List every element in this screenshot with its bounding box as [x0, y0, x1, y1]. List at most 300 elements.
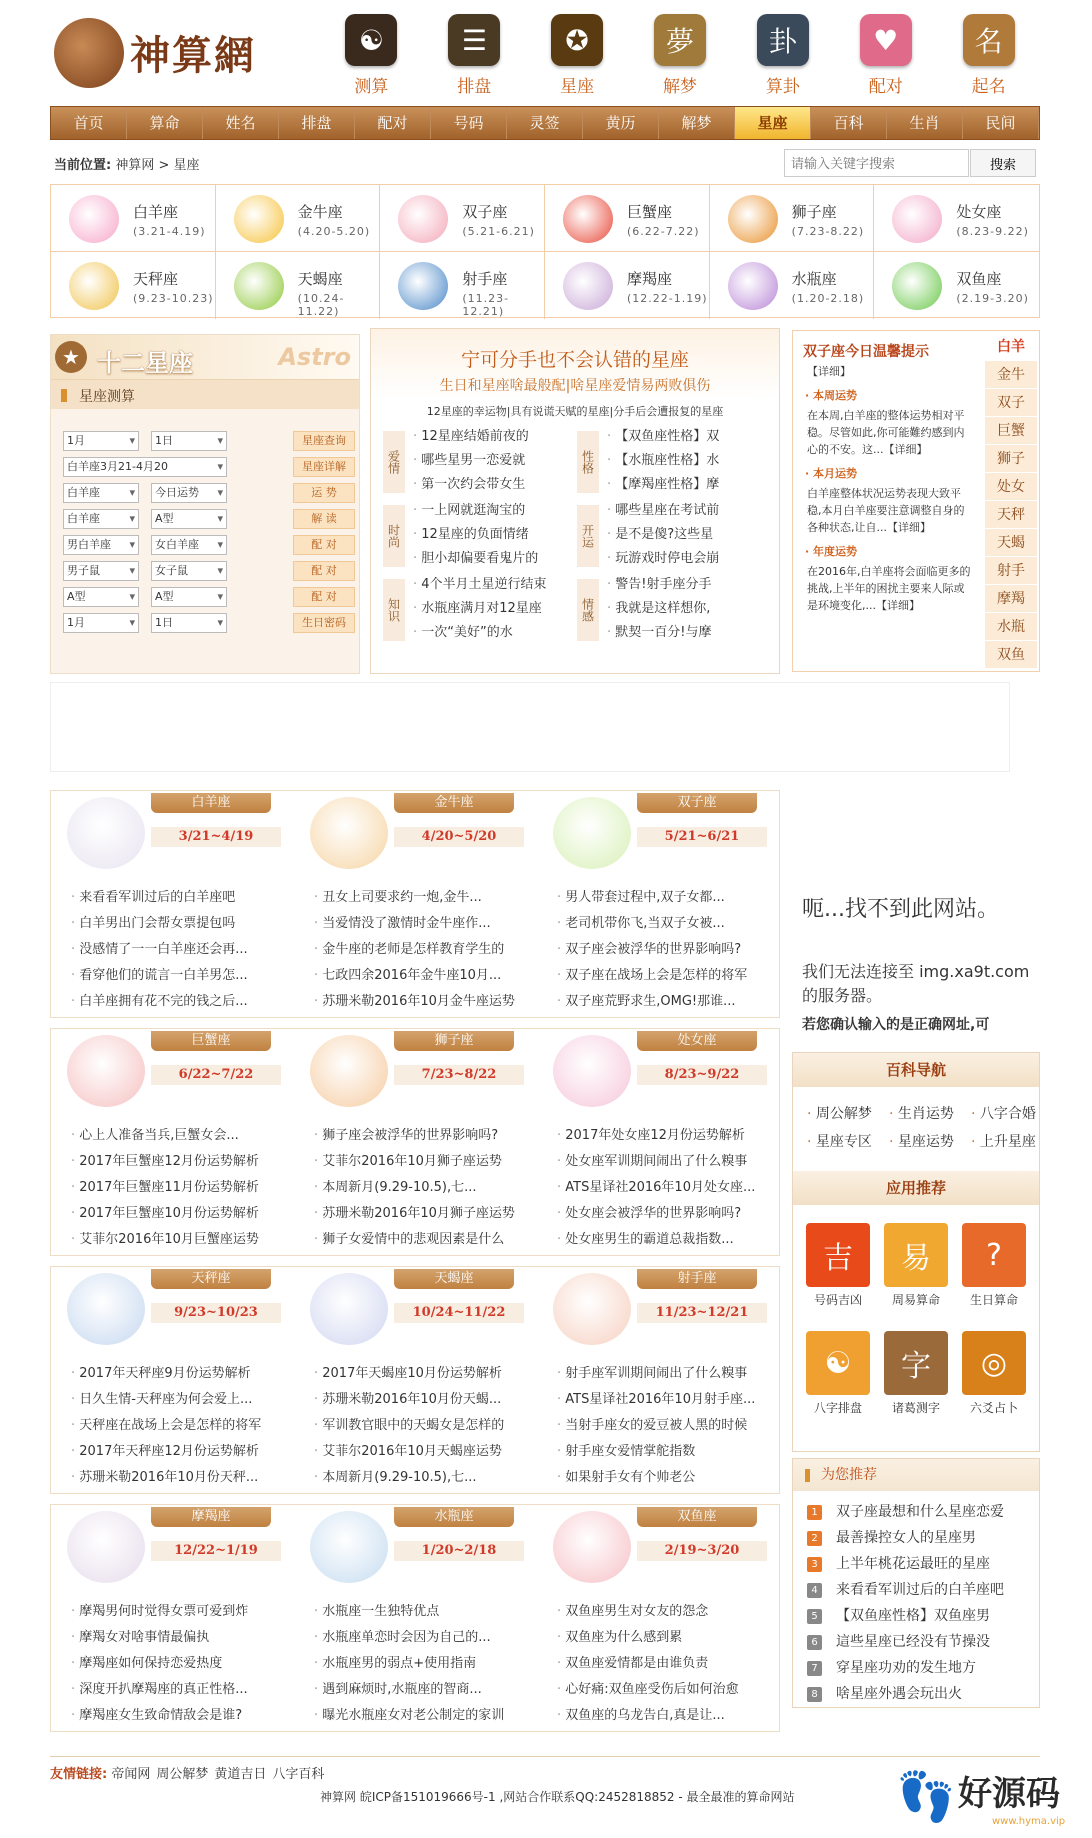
article-link[interactable]: · 哪些星座在考试前	[607, 499, 757, 518]
zodiac-icon	[234, 195, 284, 243]
article-link[interactable]: · 摩羯男何时觉得女票可爱到炸	[71, 1599, 286, 1625]
zodiac-cell[interactable]	[51, 185, 216, 252]
app-item[interactable]	[803, 1331, 873, 1416]
article-link[interactable]: · 摩羯女对啥事情最偏执	[71, 1625, 286, 1651]
ad-placeholder	[50, 682, 1010, 772]
article-link[interactable]: · 来看看军训过后的白羊座吧	[71, 885, 286, 911]
rank-badge: 5	[807, 1609, 822, 1624]
article-link[interactable]: · 胆小却偏要看鬼片的	[413, 547, 563, 566]
recommend-link[interactable]: 【双鱼座性格】双鱼座男	[836, 1608, 990, 1624]
article-block	[381, 499, 771, 573]
article-link[interactable]: · 狮子座会被浮华的世界影响吗?	[314, 1123, 529, 1149]
zodiac-grid	[50, 184, 1040, 318]
zodiac-date-range: 2/19~3/20	[637, 1541, 767, 1561]
article-link[interactable]: · 2017年巨蟹座10月份运势解析	[71, 1201, 286, 1227]
zodiac-character-icon	[67, 1273, 145, 1345]
article-link[interactable]: · 艾菲尔2016年10月巨蟹座运势	[71, 1227, 286, 1253]
calc-row	[63, 535, 353, 555]
article-link[interactable]: · 处女座军训期间闹出了什么糗事	[557, 1149, 772, 1175]
featured-articles-panel	[370, 328, 780, 674]
select-a[interactable]: 男白羊座 ▾	[63, 535, 139, 555]
zodiac-date-range: 9/23~10/23	[151, 1303, 281, 1323]
topnav-label: 算卦	[765, 77, 800, 97]
article-link[interactable]: · 白羊座拥有花不完的钱之后...	[71, 989, 286, 1015]
calc-button[interactable]: 解 读	[293, 509, 355, 529]
zodiac-date-range: 5/21~6/21	[637, 827, 767, 847]
article-link[interactable]: · 苏珊米勒2016年10月份天秤...	[71, 1465, 286, 1491]
article-link[interactable]: · 本周新月(9.29-10.5),七...	[314, 1465, 529, 1491]
year-label: · 年度运势	[805, 545, 858, 558]
recommend-item[interactable]	[807, 1631, 990, 1651]
book-icon: 夢	[654, 14, 706, 66]
topnav-item[interactable]	[731, 14, 834, 96]
zodiac-tab[interactable]: 巨蟹	[985, 417, 1037, 445]
zodiac-cell[interactable]	[874, 252, 1039, 319]
select-a[interactable]: 白羊座 ▾	[63, 483, 139, 503]
article-list	[557, 1599, 772, 1729]
zodiac-header[interactable]: 金牛座	[394, 793, 514, 813]
zodiac-date-range: 11/23~12/21	[637, 1303, 767, 1323]
zodiac-tab[interactable]: 处女	[985, 473, 1037, 501]
zodiac-section	[50, 1028, 780, 1256]
article-link[interactable]: · 当爱情没了激情时金牛座作...	[314, 911, 529, 937]
article-link[interactable]: · 2017年处女座12月份运势解析	[557, 1123, 772, 1149]
friend-link[interactable]: 黄道吉日	[214, 1767, 267, 1782]
article-link[interactable]: · 射手座女爱情掌舵指数	[557, 1439, 772, 1465]
zodiac-tab[interactable]: 白羊	[985, 333, 1037, 361]
zodiac-header[interactable]: 射手座	[637, 1269, 757, 1289]
logo-text: 神算網	[130, 32, 256, 79]
article-link[interactable]: · 2017年巨蟹座11月份运势解析	[71, 1175, 286, 1201]
article-link[interactable]: · 4个半月土星逆行结束	[413, 573, 563, 592]
zodiac-header[interactable]: 水瓶座	[394, 1507, 514, 1527]
watermark-text: 好源码	[958, 1774, 1060, 1814]
friend-link[interactable]: 八字百科	[272, 1767, 325, 1782]
zodiac-column	[51, 1029, 294, 1257]
zodiac-icon	[892, 262, 942, 310]
menu-item[interactable]: 算命	[127, 107, 203, 139]
select-a[interactable]: 男子鼠 ▾	[63, 561, 139, 581]
article-link[interactable]: · 水瓶座满月对12星座	[413, 597, 563, 616]
menu-item[interactable]: 首页	[51, 107, 127, 139]
topnav-item[interactable]	[526, 14, 629, 96]
article-link[interactable]: · 日久生情-天秤座为何会爱上...	[71, 1387, 286, 1413]
recommend-item[interactable]	[807, 1657, 976, 1677]
zodiac-cell[interactable]	[545, 252, 710, 319]
article-link[interactable]: · 双鱼座男生对女友的怨念	[557, 1599, 772, 1625]
category-label: 情感	[577, 579, 599, 641]
zodiac-column	[51, 1505, 294, 1733]
zodiac-icon	[398, 262, 448, 310]
astro-en-title: Astro	[278, 343, 351, 371]
search-button[interactable]: 搜索	[970, 149, 1036, 177]
article-link[interactable]: · 摩羯座女生致命情敌会是谁?	[71, 1703, 286, 1729]
article-link[interactable]: · 七政四余2016年金牛座10月...	[314, 963, 529, 989]
recommend-link[interactable]: 上半年桃花运最旺的星座	[836, 1556, 990, 1572]
article-link[interactable]: · 第一次约会带女生	[413, 473, 563, 492]
article-link[interactable]: · 没感情了一一白羊座还会再...	[71, 937, 286, 963]
topnav-label: 起名	[971, 77, 1006, 97]
article-block	[381, 425, 771, 499]
zodiac-column	[537, 1505, 780, 1733]
calc-row	[63, 587, 353, 607]
zodiac-character-icon	[553, 1035, 631, 1107]
zodiac-date: (5.21-6.21)	[462, 225, 535, 238]
topnav-label: 排盘	[457, 77, 492, 97]
article-link[interactable]: · 【双鱼座性格】双	[607, 425, 757, 444]
breadcrumb-home[interactable]: 神算网	[115, 158, 155, 173]
article-link[interactable]: · 艾菲尔2016年10月天蝎座运势	[314, 1439, 529, 1465]
bagua-icon: ☰	[448, 14, 500, 66]
menu-item[interactable]: 生肖	[887, 107, 963, 139]
article-link[interactable]: · 默契一百分!与摩	[607, 621, 757, 640]
select-b[interactable]: 1日 ▾	[151, 431, 227, 451]
article-link[interactable]: · 玩游戏时停电会崩	[607, 547, 757, 566]
menu-item[interactable]: 民间	[963, 107, 1039, 139]
menu-item[interactable]: 排盘	[279, 107, 355, 139]
calc-button[interactable]: 配 对	[293, 561, 355, 581]
zodiac-tab[interactable]: 天秤	[985, 501, 1037, 529]
article-link[interactable]: · 【摩羯座性格】摩	[607, 473, 757, 492]
article-link[interactable]: · 2017年天蝎座10月份运势解析	[314, 1361, 529, 1387]
article-link[interactable]: · ATS星译社2016年10月处女座...	[557, 1175, 772, 1201]
article-list	[314, 1123, 529, 1253]
app-item[interactable]	[959, 1223, 1029, 1308]
article-link[interactable]: · 2017年巨蟹座12月份运势解析	[71, 1149, 286, 1175]
zodiac-date: (6.22-7.22)	[627, 225, 700, 238]
site-logo[interactable]	[50, 14, 270, 88]
article-link[interactable]: · 2017年天秤座9月份运势解析	[71, 1361, 286, 1387]
calc-button[interactable]: 星座查询	[293, 431, 355, 451]
zodiac-date: (8.23-9.22)	[956, 225, 1029, 238]
rank-badge: 6	[807, 1635, 822, 1650]
article-link[interactable]: · 哪些星男一恋爱就	[413, 449, 563, 468]
friend-link[interactable]: 周公解梦	[156, 1767, 209, 1782]
article-link[interactable]: · 一次“美好”的水	[413, 621, 563, 640]
main-menu	[50, 106, 1040, 140]
zodiac-date: (4.20-5.20)	[297, 225, 371, 238]
select-b[interactable]: A型 ▾	[151, 509, 227, 529]
zodiac-tab[interactable]: 双子	[985, 389, 1037, 417]
zodiac-cell[interactable]	[710, 185, 875, 252]
zodiac-tab[interactable]: 天蝎	[985, 529, 1037, 557]
top-nav	[320, 14, 1040, 96]
select-b[interactable]: A型 ▾	[151, 587, 227, 607]
article-list	[71, 1123, 286, 1253]
article-link[interactable]: · 12星座的负面情绪	[413, 523, 563, 542]
recommend-header	[793, 1459, 1039, 1491]
zodiac-character-icon	[553, 797, 631, 869]
zodiac-header[interactable]: 摩羯座	[151, 1507, 271, 1527]
article-link[interactable]: · 遇到麻烦时,水瓶座的智商...	[314, 1677, 529, 1703]
app-label: 六爻占卜	[969, 1401, 1018, 1415]
zodiac-cell[interactable]	[380, 252, 545, 319]
recommend-link[interactable]: 双子座最想和什么星座恋爱	[836, 1504, 1004, 1520]
article-link[interactable]: · 老司机带你飞,当双子女被...	[557, 911, 772, 937]
article-link[interactable]: · 处女座会被浮华的世界影响吗?	[557, 1201, 772, 1227]
calc-button[interactable]: 生日密码	[293, 613, 355, 633]
menu-item[interactable]: 号码	[431, 107, 507, 139]
breadcrumb-current[interactable]: 星座	[173, 158, 200, 173]
article-link[interactable]: · 艾菲尔2016年10月狮子座运势	[314, 1149, 529, 1175]
article-link[interactable]: · 是不是傻?这些星	[607, 523, 757, 542]
recommend-link[interactable]: 啥星座外遇会玩出火	[836, 1686, 962, 1702]
calc-row	[63, 613, 353, 633]
zodiac-icon	[892, 195, 942, 243]
app-label: 八字排盘	[813, 1401, 862, 1415]
topnav-item[interactable]	[937, 14, 1040, 96]
topnav-item[interactable]	[834, 14, 937, 96]
select-a[interactable]: 白羊座 ▾	[63, 509, 139, 529]
recommend-panel	[792, 1458, 1040, 1708]
zodiac-name: 摩羯座	[627, 270, 673, 288]
featured-subheadline[interactable]: 生日和星座啥最般配|啥星座爱情易两败俱伤	[439, 378, 711, 394]
menu-item[interactable]: 配对	[355, 107, 431, 139]
topnav-item[interactable]	[320, 14, 423, 96]
article-link[interactable]: · 2017年天秤座12月份运势解析	[71, 1439, 286, 1465]
zodiac-header[interactable]: 处女座	[637, 1031, 757, 1051]
article-link[interactable]: · 曝光水瓶座女对老公制定的家训	[314, 1703, 529, 1729]
yin-yang-icon: ☯	[345, 14, 397, 66]
zodiac-section	[50, 1504, 780, 1732]
tip-title: 双子座今日温馨提示	[803, 344, 929, 360]
lucky-number-icon: 吉	[806, 1223, 870, 1287]
article-link[interactable]: · 心好痛:双鱼座受伤后如何治愈	[557, 1677, 772, 1703]
menu-item[interactable]: 黄历	[583, 107, 659, 139]
search-input[interactable]	[784, 149, 969, 177]
recommend-item[interactable]	[807, 1683, 962, 1703]
rank-badge: 1	[807, 1505, 822, 1520]
topnav-label: 测算	[354, 77, 389, 97]
article-link[interactable]: · 苏珊米勒2016年10月份天蝎...	[314, 1387, 529, 1413]
menu-item[interactable]: 星座	[735, 107, 811, 139]
zodiac-character-icon	[67, 1035, 145, 1107]
zodiac-name: 天蝎座	[297, 270, 343, 288]
zodiac-header[interactable]: 双鱼座	[637, 1507, 757, 1527]
zodiac-date: (11.23-12.21)	[462, 292, 510, 318]
article-link[interactable]: · 12星座结婚前夜的	[413, 425, 563, 444]
zodiac-icon	[563, 195, 613, 243]
bazi-icon: ☯	[806, 1331, 870, 1395]
recommend-link[interactable]: 穿星座功劝的发生地方	[836, 1660, 976, 1676]
category-label: 开运	[577, 505, 599, 567]
zodiac-date: (7.23-8.22)	[791, 225, 865, 238]
zodiac-character-icon	[310, 1035, 388, 1107]
article-link[interactable]: · 水瓶座一生独特优点	[314, 1599, 529, 1625]
zodiac-header[interactable]: 天秤座	[151, 1269, 271, 1289]
recommend-item[interactable]	[807, 1579, 1004, 1599]
error-title: 呃...找不到此网站。	[802, 897, 999, 922]
article-list	[71, 1599, 286, 1729]
select-b[interactable]: 女子鼠 ▾	[151, 561, 227, 581]
menu-item[interactable]: 姓名	[203, 107, 279, 139]
article-link[interactable]: · 苏珊米勒2016年10月狮子座运势	[314, 1201, 529, 1227]
select-a[interactable]: 1月 ▾	[63, 613, 139, 633]
zodiac-tab[interactable]: 狮子	[985, 445, 1037, 473]
zodiac-header[interactable]: 巨蟹座	[151, 1031, 271, 1051]
recommend-item[interactable]	[807, 1553, 990, 1573]
article-link[interactable]: · 警告!射手座分手	[607, 573, 757, 592]
article-link[interactable]: · 双子座在战场上会是怎样的将军	[557, 963, 772, 989]
article-link[interactable]: · 双鱼座为什么感到累	[557, 1625, 772, 1651]
featured-links[interactable]: 12星座的幸运物|具有说谎天赋的星座|分手后会遭报复的星座	[426, 405, 724, 418]
zodiac-icon	[728, 195, 778, 243]
article-link[interactable]: · 【水瓶座性格】水	[607, 449, 757, 468]
zodiac-name: 巨蟹座	[627, 203, 673, 221]
zodiac-cell[interactable]	[874, 185, 1039, 252]
article-link[interactable]: · 如果射手女有个帅老公	[557, 1465, 772, 1491]
zodiac-tab[interactable]: 双鱼	[985, 641, 1037, 669]
article-link[interactable]: · 双子座荒野求生,OMG!那谁...	[557, 989, 772, 1015]
menu-item[interactable]: 百科	[811, 107, 887, 139]
recommend-title: 为您推荐	[821, 1467, 877, 1483]
app-item[interactable]	[959, 1331, 1029, 1416]
zodiac-tab[interactable]: 摩羯	[985, 585, 1037, 613]
app-label: 诸葛测字	[891, 1401, 940, 1415]
zodiac-header[interactable]: 双子座	[637, 793, 757, 813]
zodiac-date-range: 6/22~7/22	[151, 1065, 281, 1085]
month-label: · 本月运势	[805, 467, 858, 480]
tip-detail-link[interactable]: 【详细】	[807, 365, 851, 378]
zodiac-character-icon	[67, 1511, 145, 1583]
zodiac-cell[interactable]	[710, 252, 875, 319]
recommend-item[interactable]	[807, 1501, 1004, 1521]
topnav-item[interactable]	[423, 14, 526, 96]
select-a[interactable]: 1月 ▾	[63, 431, 139, 451]
app-item[interactable]	[881, 1223, 951, 1308]
recommend-link[interactable]: 最善操控女人的星座男	[836, 1530, 976, 1546]
app-item[interactable]	[881, 1331, 951, 1416]
recommend-item[interactable]	[807, 1605, 990, 1625]
baike-link[interactable]: · 生肖运势	[889, 1103, 954, 1123]
zodiac-name: 射手座	[462, 270, 508, 288]
article-link[interactable]: · 我就是这样想你,	[607, 597, 757, 616]
select-a[interactable]: A型 ▾	[63, 587, 139, 607]
zodiac-date: (12.22-1.19)	[627, 292, 708, 305]
zodiac-cell[interactable]	[216, 185, 381, 252]
zodiac-header[interactable]: 狮子座	[394, 1031, 514, 1051]
topnav-label: 星座	[560, 77, 595, 97]
friend-link[interactable]: 帝闻网	[111, 1767, 151, 1782]
article-link[interactable]: · 心上人准备当兵,巨蟹女会...	[71, 1123, 286, 1149]
zodiac-character-icon	[310, 1273, 388, 1345]
article-link[interactable]: · 双子座会被浮华的世界影响吗?	[557, 937, 772, 963]
article-link[interactable]: · 白羊男出门会帮女票提包吗	[71, 911, 286, 937]
liuyao-icon: ◎	[962, 1331, 1026, 1395]
article-link[interactable]: · 金牛座的老师是怎样教育学生的	[314, 937, 529, 963]
zodiac-date-range: 7/23~8/22	[394, 1065, 524, 1085]
article-link[interactable]: · ATS星译社2016年10月射手座...	[557, 1387, 772, 1413]
article-link[interactable]: · 双鱼座的乌龙告白,真是让...	[557, 1703, 772, 1729]
article-link[interactable]: · 看穿他们的谎言一白羊男怎...	[71, 963, 286, 989]
baike-link[interactable]: · 周公解梦	[807, 1103, 872, 1123]
zodiac-name: 双鱼座	[956, 270, 1002, 288]
calc-row	[63, 561, 353, 581]
zodiac-column	[294, 1029, 537, 1257]
year-text: 在2016年,白羊座将会面临更多的挑战,上半年的困扰主要来人际或是环境变化,...【详细】	[807, 565, 971, 612]
recommend-link[interactable]: 来看看军训过后的白羊座吧	[836, 1582, 1004, 1598]
baike-link[interactable]: · 星座运势	[889, 1131, 954, 1151]
article-link[interactable]: · 深度开扒摩羯座的真正性格...	[71, 1677, 286, 1703]
zodiac-tab[interactable]: 水瓶	[985, 613, 1037, 641]
zodiac-tab[interactable]: 射手	[985, 557, 1037, 585]
calc-header	[51, 379, 359, 409]
article-link[interactable]: · 一上网就逛淘宝的	[413, 499, 563, 518]
zodiac-header[interactable]: 天蝎座	[394, 1269, 514, 1289]
topnav-item[interactable]	[629, 14, 732, 96]
article-link[interactable]: · 处女座男生的霸道总裁指数...	[557, 1227, 772, 1253]
featured-headline[interactable]: 宁可分手也不会认错的星座	[460, 349, 689, 371]
recommend-link[interactable]: 這些星座已经没有节操没	[836, 1634, 990, 1650]
calc-button[interactable]: 运 势	[293, 483, 355, 503]
article-link[interactable]: · 双鱼座爱情都是由谁负责	[557, 1651, 772, 1677]
zodiac-cell[interactable]	[216, 252, 381, 319]
article-list	[314, 1599, 529, 1729]
zhouyi-icon: 易	[884, 1223, 948, 1287]
zodiac-cell[interactable]	[51, 252, 216, 319]
zodiac-header[interactable]: 白羊座	[151, 793, 271, 813]
article-link[interactable]: · 水瓶座男的弱点+使用指南	[314, 1651, 529, 1677]
friend-links	[50, 1763, 330, 1782]
article-list	[314, 885, 529, 1015]
article-list	[557, 885, 772, 1015]
zodiac-character-icon	[310, 1511, 388, 1583]
app-label: 生日算命	[969, 1293, 1018, 1307]
zodiac-date: (10.24-11.22)	[297, 292, 345, 318]
article-link[interactable]: · 男人带套过程中,双子女都...	[557, 885, 772, 911]
zodiac-cell[interactable]	[380, 185, 545, 252]
article-link[interactable]: · 天秤座在战场上会是怎样的将军	[71, 1413, 286, 1439]
baike-link[interactable]: · 八字合婚	[971, 1103, 1036, 1123]
search-box	[784, 149, 1036, 179]
menu-item[interactable]: 灵签	[507, 107, 583, 139]
article-link[interactable]: · 摩羯座如何保持恋爱热度	[71, 1651, 286, 1677]
select-b[interactable]: 今日运势 ▾	[151, 483, 227, 503]
menu-item[interactable]: 解梦	[659, 107, 735, 139]
article-link[interactable]: · 当射手座女的爱豆被人黑的时候	[557, 1413, 772, 1439]
article-link[interactable]: · 水瓶座单恋时会因为自己的...	[314, 1625, 529, 1651]
article-link[interactable]: · 射手座军训期间闹出了什么糗事	[557, 1361, 772, 1387]
article-link[interactable]: · 狮子女爱情中的悲观因素是什么	[314, 1227, 529, 1253]
zodiac-column	[294, 791, 537, 1019]
breadcrumb-label: 当前位置:	[54, 158, 112, 173]
article-link[interactable]: · 苏珊米勒2016年10月金牛座运势	[314, 989, 529, 1015]
copyright: 神算网 皖ICP备151019666号-1 ,网站合作联系QQ:2452818852 - 最全最准的算命网站	[320, 1790, 795, 1804]
star-icon: ★	[55, 341, 87, 373]
select-wide[interactable]: 白羊座3月21-4月20 ▾	[63, 457, 227, 477]
zodiac-icon	[69, 262, 119, 310]
calc-button[interactable]: 配 对	[293, 587, 355, 607]
select-b[interactable]: 1日 ▾	[151, 613, 227, 633]
astro-calculator-panel	[50, 334, 360, 674]
zodiac-date-range: 12/22~1/19	[151, 1541, 281, 1561]
recommend-item[interactable]	[807, 1527, 976, 1547]
zodiac-date: (3.21-4.19)	[133, 225, 206, 238]
zodiac-date: (2.19-3.20)	[956, 292, 1029, 305]
baike-link[interactable]: · 上升星座	[971, 1131, 1036, 1151]
calc-button[interactable]: 配 对	[293, 535, 355, 555]
zodiac-tabs	[985, 333, 1037, 669]
calc-button[interactable]: 星座详解	[293, 457, 355, 477]
article-link[interactable]: · 军训教官眼中的天蝎女是怎样的	[314, 1413, 529, 1439]
zodiac-cell[interactable]	[545, 185, 710, 252]
article-link[interactable]: · 本周新月(9.29-10.5),七...	[314, 1175, 529, 1201]
app-item[interactable]	[803, 1223, 873, 1308]
article-link[interactable]: · 丑女上司要求约一炮,金牛...	[314, 885, 529, 911]
select-b[interactable]: 女白羊座 ▾	[151, 535, 227, 555]
zodiac-tab[interactable]: 金牛	[985, 361, 1037, 389]
baike-link[interactable]: · 星座专区	[807, 1131, 872, 1151]
